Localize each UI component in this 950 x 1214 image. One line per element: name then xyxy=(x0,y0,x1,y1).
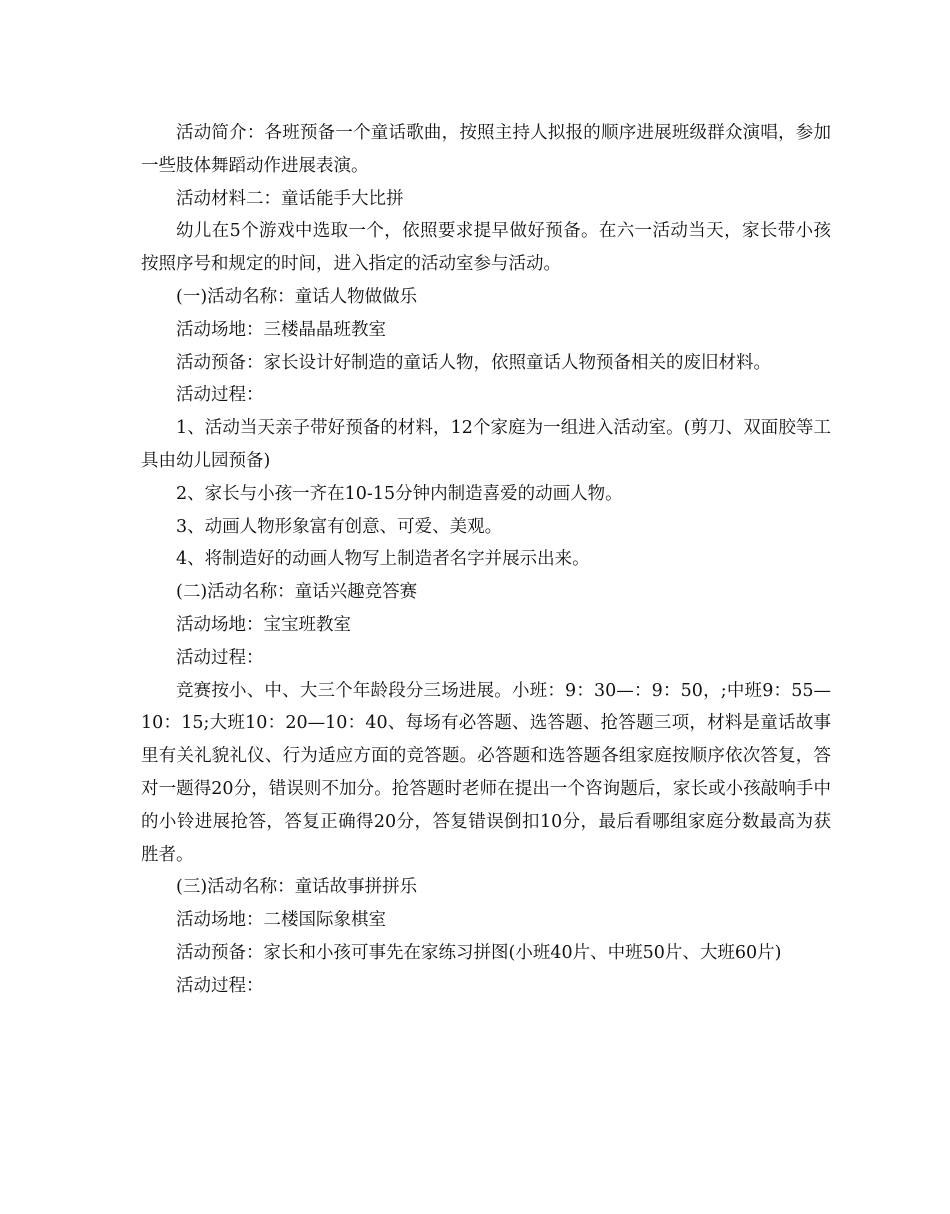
paragraph-activity-one-step-4: 4、将制造好的动画人物写上制造者名字并展示出来。 xyxy=(176,549,590,570)
paragraph-activity-one-step-3: 3、动画人物形象富有创意、可爱、美观。 xyxy=(176,516,503,537)
paragraph-activity-three-process-label: 活动过程： xyxy=(176,975,264,996)
paragraph-activity-one-process-label: 活动过程： xyxy=(176,385,264,406)
paragraph-activity-one-step-1: 1、活动当天亲子带好预备的材料，12个家庭为一组进入活动室。(剪刀、双面胶等工具由幼儿园预备) xyxy=(141,418,831,471)
paragraph-activity-one-prep: 活动预备：家长设计好制造的童话人物，依照童话人物预备相关的废旧材料。 xyxy=(176,352,771,373)
paragraph-activity-three-venue: 活动场地：二楼国际象棋室 xyxy=(176,910,386,931)
paragraph-section-two-desc: 幼儿在5个游戏中选取一个，依照要求提早做好预备。在六一活动当天，家长带小孩按照序号和规定的时间，进入指定的活动室参与活动。 xyxy=(141,221,831,275)
paragraph-activity-intro: 活动简介：各班预备一个童话歌曲，按照主持人拟报的顺序进展班级群众演唱，参加一些肢体舞蹈动作进展表演。 xyxy=(141,123,831,176)
paragraph-activity-three-name: (三)活动名称：童话故事拼拼乐 xyxy=(176,877,418,898)
paragraph-activity-three-prep: 活动预备：家长和小孩可事先在家练习拼图(小班40片、中班50片、大班60片) xyxy=(176,942,782,963)
paragraph-activity-two-process-label: 活动过程： xyxy=(176,647,264,668)
paragraph-activity-two-name: (二)活动名称：童话兴趣竞答赛 xyxy=(176,582,418,603)
paragraph-activity-one-venue: 活动场地：三楼晶晶班教室 xyxy=(176,319,386,340)
paragraph-section-two-title: 活动材料二：童话能手大比拼 xyxy=(176,188,404,209)
paragraph-activity-two-process-detail: 竞赛按小、中、大三个年龄段分三场进展。小班：9：30—：9：50，;中班9：55—10：15;大班10：20—10：40、每场有必答题、选答题、抢答题三项，材料是童话故事里有关礼貌礼仪、行为适应方面的竞答题。必答题和选答题各组家庭按顺序依次答复，答对一题得20分，错误则不加分。抢答题时老师在提出一个咨询题后，家长或小孩敲响手中的小铃进展抢答，答复正确得20分，答复错误倒扣10分，最后看哪组家庭分数最高为获胜者。 xyxy=(141,680,831,865)
document-body xyxy=(141,117,831,1003)
paragraph-activity-one-name: (一)活动名称：童话人物做做乐 xyxy=(176,286,418,307)
paragraph-activity-one-step-2: 2、家长与小孩一齐在10-15分钟内制造喜爱的动画人物。 xyxy=(176,483,623,504)
paragraph-activity-two-venue: 活动场地：宝宝班教室 xyxy=(176,614,351,635)
